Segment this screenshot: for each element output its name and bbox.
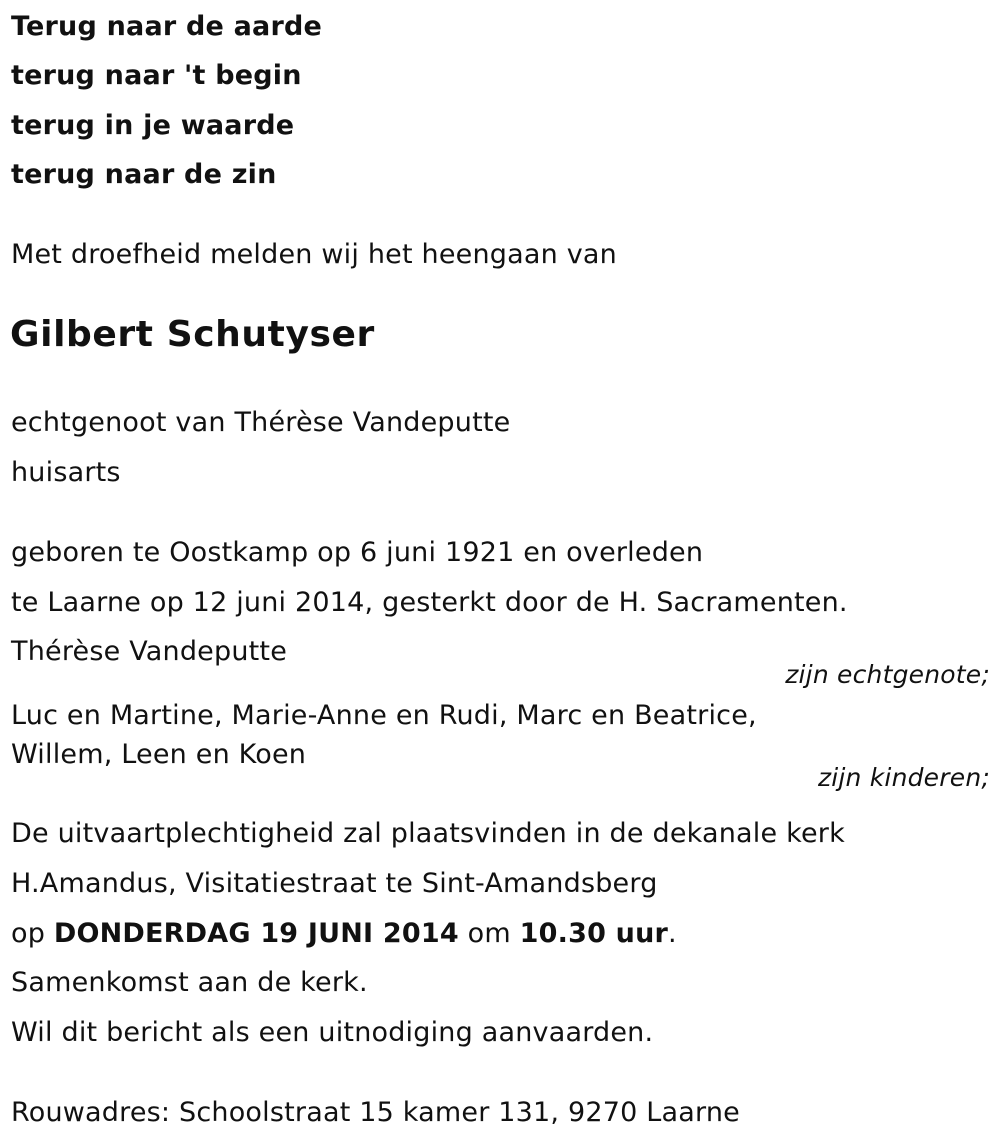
funeral-date-line	[11, 920, 677, 947]
birth-death-line-2: te Laarne op 12 juni 2014, gesterkt door de H. Sacramenten.	[11, 587, 848, 618]
poem-line-2: terug naar 't begin	[11, 60, 302, 91]
funeral-line-2: H.Amandus, Visitatiestraat te Sint-Amandsberg	[11, 868, 658, 899]
time-suffix: .	[668, 918, 677, 949]
profession: huisarts	[11, 457, 121, 488]
time-prefix: om	[458, 918, 520, 949]
children-line-1: Luc en Martine, Marie-Anne en Rudi, Marc en Beatrice,	[11, 700, 757, 731]
funeral-date: DONDERDAG 19 JUNI 2014	[53, 918, 459, 949]
funeral-time: 10.30 uur	[519, 918, 669, 949]
mourning-address: Rouwadres: Schoolstraat 15 kamer 131, 9270 Laarne	[11, 1097, 740, 1128]
announcement-text: Met droefheid melden wij het heengaan van	[11, 239, 617, 270]
funeral-line-1: De uitvaartplechtigheid zal plaatsvinden in de dekanale kerk	[11, 818, 845, 849]
date-prefix: op	[11, 918, 54, 949]
poem-line-1: Terug naar de aarde	[11, 11, 323, 42]
spouse-line: echtgenoot van Thérèse Vandeputte	[11, 407, 511, 438]
poem-line-4: terug naar de zin	[11, 159, 277, 190]
children-role: zijn kinderen;	[817, 763, 990, 792]
birth-death-line-1: geboren te Oostkamp op 6 juni 1921 en overleden	[11, 537, 704, 568]
poem-line-3: terug in je waarde	[11, 110, 295, 141]
spouse-role: zijn echtgenote;	[785, 660, 990, 689]
invitation-text: Wil dit bericht als een uitnodiging aanvaarden.	[11, 1017, 654, 1048]
children-line-2: Willem, Leen en Koen	[11, 739, 307, 770]
spouse-name: Thérèse Vandeputte	[11, 636, 288, 667]
gathering-text: Samenkomst aan de kerk.	[11, 967, 368, 998]
deceased-name: Gilbert Schutyser	[10, 314, 375, 355]
